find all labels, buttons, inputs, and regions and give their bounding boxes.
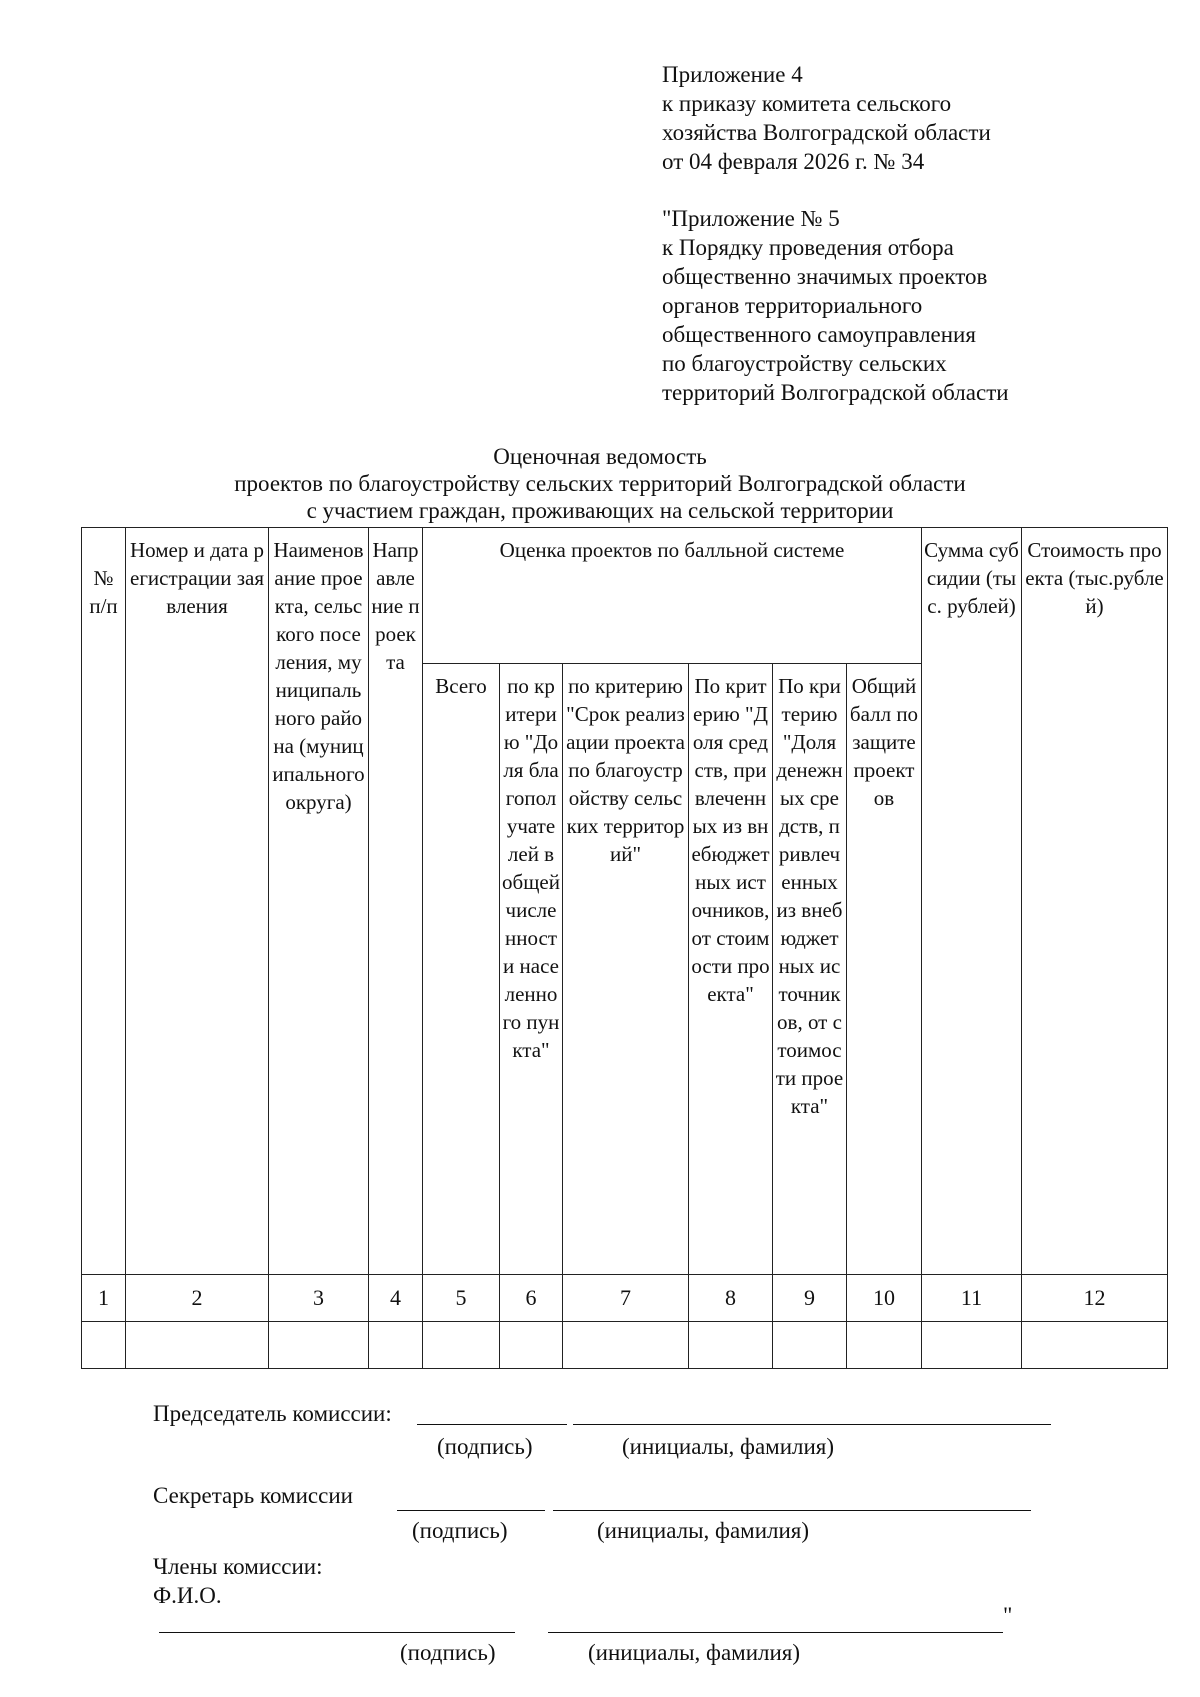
header-col-criterion-funds: По критерию "Доля средств, привлеченных из внебюджетных источников, от стоимости проекта" [689,664,773,1275]
header-col-defense-score: Общий балл по защите проектов [847,664,922,1275]
appendix-line: территорий Волгоградской области [662,380,1009,405]
name-caption: (инициалы, фамилия) [588,1640,801,1665]
header-col-subsidy: Сумма субсидии (тыс. рублей) [922,528,1022,1275]
header-col-number: № п/п [82,528,126,1275]
column-number: 3 [269,1275,369,1322]
appendix-line: от 04 февраля 2026 г. № 34 [662,149,925,174]
member-signature-line[interactable] [159,1632,515,1633]
header-col-cost: Стоимость проекта (тыс.рублей) [1022,528,1168,1275]
column-number: 7 [563,1275,689,1322]
secretary-signature-line[interactable] [397,1510,545,1511]
column-number: 6 [500,1275,563,1322]
table-cell[interactable] [369,1322,423,1369]
table-cell[interactable] [126,1322,269,1369]
header-col-direction: Направление проекта [369,528,423,1275]
table-cell[interactable] [689,1322,773,1369]
signature-caption: (подпись) [412,1518,508,1543]
appendix-line: к приказу комитета сельского [662,91,952,116]
table-cell[interactable] [773,1322,847,1369]
title-line: с участием граждан, проживающих на сельской территории [306,498,894,523]
chair-label: Председатель комиссии: [153,1401,392,1426]
appendix-line: по благоустройству сельских [662,351,947,376]
appendix-line: к Порядку проведения отбора [662,235,954,260]
chair-signature-line[interactable] [417,1424,567,1425]
appendix-header [662,60,1162,407]
appendix-line: органов территориального [662,293,923,318]
table-cell[interactable] [847,1322,922,1369]
signature-caption: (подпись) [400,1640,496,1665]
title-line: Оценочная ведомость [493,444,707,469]
column-number: 1 [82,1275,126,1322]
member-name-line[interactable] [548,1632,1003,1633]
header-col-criterion-term: по критерию "Срок реализации проекта по благоустройству сельских территорий" [563,664,689,1275]
closing-quote: " [1003,1603,1013,1628]
column-number: 5 [423,1275,500,1322]
table-cell[interactable] [922,1322,1022,1369]
appendix-line: общественного самоуправления [662,322,976,347]
appendix-line: общественно значимых проектов [662,264,988,289]
appendix-line: хозяйства Волгоградской области [662,120,991,145]
header-col-total: Всего [423,664,500,1275]
title-line: проектов по благоустройству сельских территорий Волгоградской области [234,471,966,496]
evaluation-table [81,527,1168,1369]
table-cell[interactable] [269,1322,369,1369]
name-caption: (инициалы, фамилия) [597,1518,810,1543]
table-cell[interactable] [82,1322,126,1369]
header-col-project-name: Наименование проекта, сельского поселения, муниципального района (муниципального округа) [269,528,369,1275]
table-cell[interactable] [563,1322,689,1369]
document-title [0,443,1200,524]
header-col-registration: Номер и дата регистрации заявления [126,528,269,1275]
table-cell[interactable] [1022,1322,1168,1369]
fio-label: Ф.И.О. [153,1583,222,1608]
signature-caption: (подпись) [437,1434,533,1459]
header-col-criterion-beneficiaries: по критерию "Доля благополучателей в общей численности населенного пункта" [500,664,563,1275]
column-number: 8 [689,1275,773,1322]
column-number: 2 [126,1275,269,1322]
header-col-criterion-money: По критерию "Доля денежных средств, привлеченных из внебюджетных источников, от стоимости проекта" [773,664,847,1275]
name-caption: (инициалы, фамилия) [622,1434,835,1459]
table-cell[interactable] [423,1322,500,1369]
chair-name-line[interactable] [573,1424,1051,1425]
appendix-line: Приложение 4 [662,62,803,87]
members-label: Члены комиссии: [153,1554,323,1579]
column-number: 12 [1022,1275,1168,1322]
table-cell[interactable] [500,1322,563,1369]
secretary-name-line[interactable] [553,1510,1031,1511]
column-number: 11 [922,1275,1022,1322]
column-number: 4 [369,1275,423,1322]
column-number: 9 [773,1275,847,1322]
column-number: 10 [847,1275,922,1322]
secretary-label: Секретарь комиссии [153,1483,353,1508]
table-row [82,1322,1168,1369]
header-group-score: Оценка проектов по балльной системе [423,528,922,664]
appendix-line: "Приложение № 5 [662,206,840,231]
